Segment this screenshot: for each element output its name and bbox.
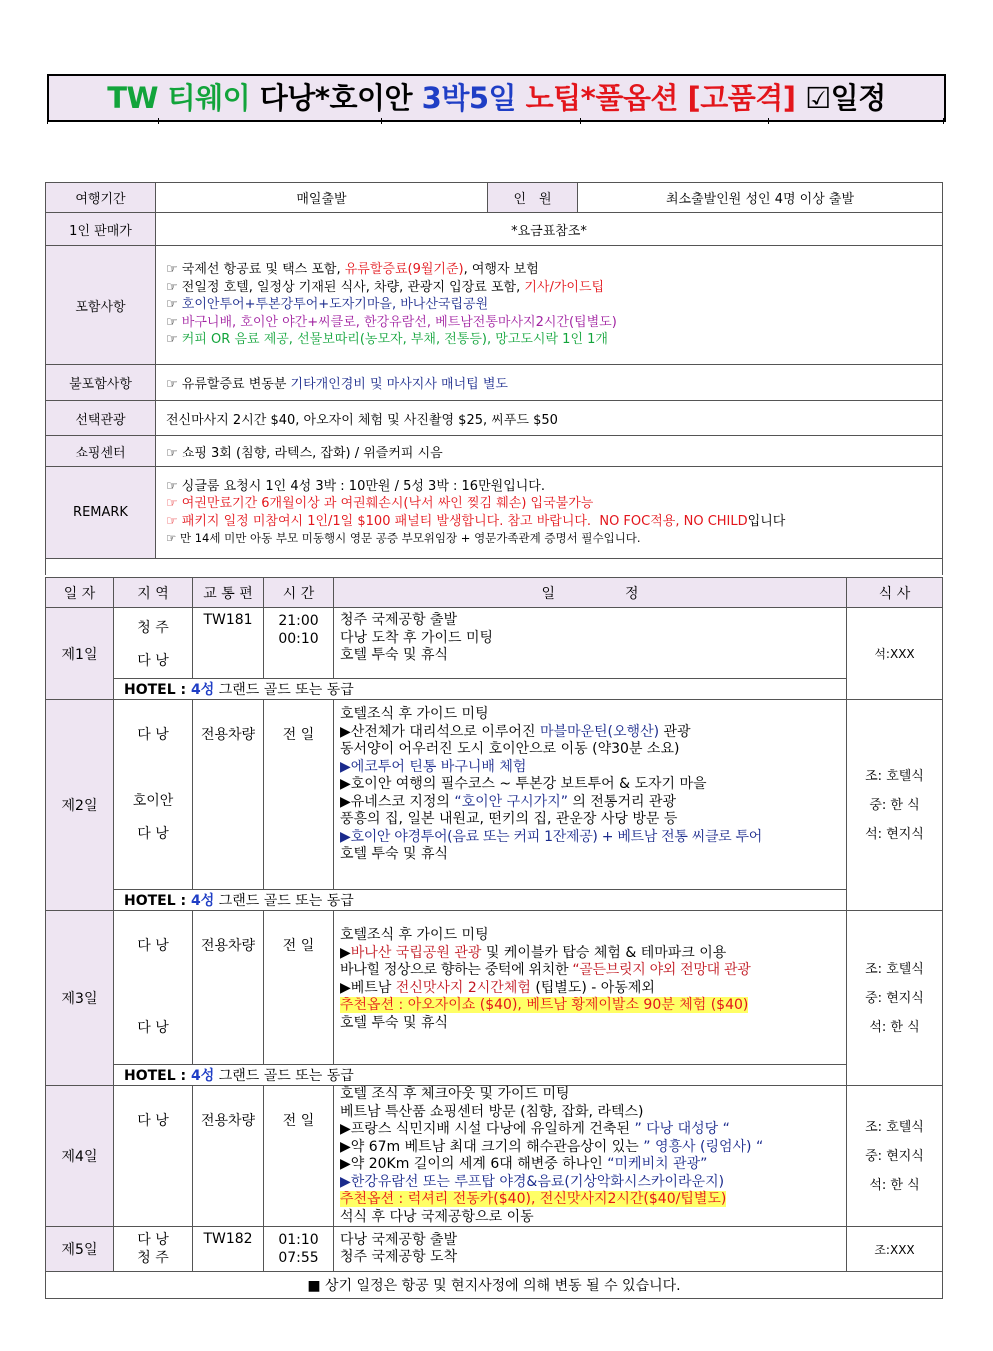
day-transport: 전용차량 (193, 1086, 264, 1227)
col-meals: 식 사 (847, 578, 943, 608)
day-times: 01:10 07:55 (264, 1227, 334, 1272)
day-itinerary: 호텔조식 후 가이드 미팅 ▶산전체가 대리석으로 이루어진 마블마운틴(오행산) 관광 동서양이 어우러진 도시 호이안으로 이동 (약30분 소요) ▶에코투어 틴통 바구니배 체험 ▶호이안 여행의 필수코스 ~ 투본강 보트투어 & 도자기 마을 ▶유네스코 지정의 “호이안 구시가지” 의 전통거리 관광 풍흥의 집, 일본 내원교, 떤키의 집, 관운장 사당 방문 등 ▶호이안 야경투어(음료 또는 커피 1잔제공) + 베트남 전통 씨클로 투어 호텔 투숙 및 휴식 (334, 700, 847, 890)
remark-item: ☞ 여권만료기간 6개월이상 과 여권훼손시(낙서 싸인 찢김 훼손) 입국불가능 (166, 496, 594, 511)
included-item: ☞ 국제선 항공료 및 택스 포함, 유류할증료(9월기준), 여행자 보험 (166, 262, 539, 278)
remark-item: ☞ 싱글룸 요청시 1인 4성 3박 : 10만원 / 5성 3박 : 16만원입니다. (166, 478, 545, 494)
day-times: 전 일 (264, 1086, 334, 1227)
included-list (156, 246, 943, 365)
day-times: 전 일 (264, 911, 334, 1065)
people-value: 최소출발인원 성인 4명 이상 출발 (578, 183, 943, 213)
day-itinerary: 다낭 국제공항 출발 청주 국제공항 도착 (334, 1227, 847, 1272)
remark-item: ☞ 만 14세 미만 아동 부모 미동행시 영문 공증 부모위임장 + 영문가족관계 증명서 필수입니다. (166, 531, 641, 545)
included-item: ☞ 커피 OR 음료 제공, 선물보따리(농모자, 부채, 전통등), 망고도시락 1인 1개 (166, 332, 608, 348)
price-label: 1인 판매가 (46, 213, 156, 246)
title-brand: TW 티웨이 (107, 81, 251, 115)
period-value: 매일출발 (156, 183, 488, 213)
remark-list (156, 467, 943, 559)
col-time: 시 간 (264, 578, 334, 608)
day-label: 제5일 (46, 1227, 114, 1272)
day-areas: 다 낭 호이안 다 낭 (114, 700, 193, 890)
day-meals: 조: 호텔식 중: 현지식 석: 한 식 (847, 1086, 943, 1227)
day-areas: 청 주 다 낭 (114, 608, 193, 679)
day-areas: 다 낭 다 낭 (114, 911, 193, 1065)
schedule-table (45, 577, 943, 1299)
shopping-label: 쇼핑센터 (46, 436, 156, 467)
day-label: 제1일 (46, 608, 114, 700)
day-hotel: HOTEL : 4성 그랜드 골드 또는 동급 (114, 890, 847, 911)
title-route: 다낭*호이안 (259, 81, 413, 115)
info-table (45, 182, 943, 575)
day-itinerary: 청주 국제공항 출발 다낭 도착 후 가이드 미팅 호텔 투숙 및 휴식 (334, 608, 847, 679)
people-label: 인 원 (488, 183, 578, 213)
day-hotel: HOTEL : 4성 그랜드 골드 또는 동급 (114, 1065, 847, 1086)
title-duration: 3박5일 (421, 81, 517, 115)
day-label: 제2일 (46, 700, 114, 911)
day-meals: 조: 호텔식 중: 한 식 석: 현지식 (847, 700, 943, 911)
day-times: 전 일 (264, 700, 334, 890)
day-label: 제3일 (46, 911, 114, 1086)
page-title (47, 74, 946, 122)
title-underline (47, 118, 944, 124)
day-label: 제4일 (46, 1086, 114, 1227)
price-value: *요금표참조* (156, 213, 943, 246)
col-day: 일 자 (46, 578, 114, 608)
optional-label: 선택관광 (46, 401, 156, 436)
day-times: 21:00 00:10 (264, 608, 334, 679)
included-item: ☞ 바구니배, 호이안 야간+씨클로, 한강유람선, 베트남전통마사지2시간(팁별도) (166, 314, 617, 330)
col-itinerary: 일 정 (334, 578, 847, 608)
title-product: 노팁*풀옵션 (525, 81, 678, 115)
remark-label: REMARK (46, 467, 156, 559)
col-area: 지 역 (114, 578, 193, 608)
day-transport: TW181 (193, 608, 264, 679)
title-suffix: ☑일정 (805, 81, 886, 115)
excluded-label: 불포함사항 (46, 365, 156, 401)
remark-item: ☞ 패키지 일정 미참여시 1인/1일 $100 패널티 발생합니다. 참고 바랍니다. NO FOC적용, NO CHILD입니다 (166, 513, 786, 529)
day-meals: 조: 호텔식 중: 현지식 석: 한 식 (847, 911, 943, 1086)
day-meals: 조:XXX (847, 1227, 943, 1272)
excluded-value: ☞ 유류할증료 변동분 기타개인경비 및 마사지사 매너팁 별도 (156, 365, 943, 401)
day-transport: 전용차량 (193, 700, 264, 890)
day-itinerary: 호텔 조식 후 체크아웃 및 가이드 미팅 베트남 특산품 쇼핑센터 방문 (침향, 잡화, 라텍스) ▶프랑스 식민지배 시설 다낭에 유일하게 건축된 ” 다낭 대성당 “ ▶약 67m 베트남 최대 크기의 해수관음상이 있는 ” 영흥사 (링엄사) “ ▶약 20Km 길이의 세계 6대 해변중 하나인 “미케비치 관광” ▶한강유람선 또는 루프탑 야경&음료(기상악화시스카이라운지) 추천옵션 : 럭셔리 전동카($40), 전신맛사지2시간($40/팁별도) 석식 후 다낭 국제공항으로 이동 (334, 1086, 847, 1227)
day-itinerary: 호텔조식 후 가이드 미팅 ▶바나산 국립공원 관광 및 케이블카 탑승 체험 & 테마파크 이용 바나힐 정상으로 향하는 중턱에 위치한 “골든브릿지 야외 전망대 관광 ▶베트남 전신맛사지 2시간체험 (팁별도) - 아동제외 추천옵션 : 아오자이쇼 ($40), 베트남 황제이발소 90분 체험 ($40) 호텔 투숙 및 휴식 (334, 911, 847, 1065)
shopping-value: ☞ 쇼핑 3회 (침향, 라텍스, 잡화) / 위즐커피 시음 (156, 436, 943, 467)
day-areas: 다 낭 청 주 (114, 1227, 193, 1272)
title-grade: [고품격] (687, 81, 796, 115)
included-label: 포함사항 (46, 246, 156, 365)
optional-value: 전신마사지 2시간 $40, 아오자이 체험 및 사진촬영 $25, 씨푸드 $50 (156, 401, 943, 436)
included-item: ☞ 호이안투어+투본강투어+도자기마을, 바나산국립공원 (166, 297, 489, 313)
period-label: 여행기간 (46, 183, 156, 213)
day-transport: TW182 (193, 1227, 264, 1272)
day-hotel: HOTEL : 4성 그랜드 골드 또는 동급 (114, 679, 847, 700)
included-item: ☞ 전일정 호텔, 일정상 기재된 식사, 차량, 관광지 입장료 포함, 기사/가이드팁 (166, 279, 605, 295)
col-transport: 교 통 편 (193, 578, 264, 608)
day-meals: 석:XXX (847, 608, 943, 700)
day-transport: 전용차량 (193, 911, 264, 1065)
day-areas: 다 낭 (114, 1086, 193, 1227)
footer-note: ■ 상기 일정은 항공 및 현지사정에 의해 변동 될 수 있습니다. (46, 1272, 943, 1299)
